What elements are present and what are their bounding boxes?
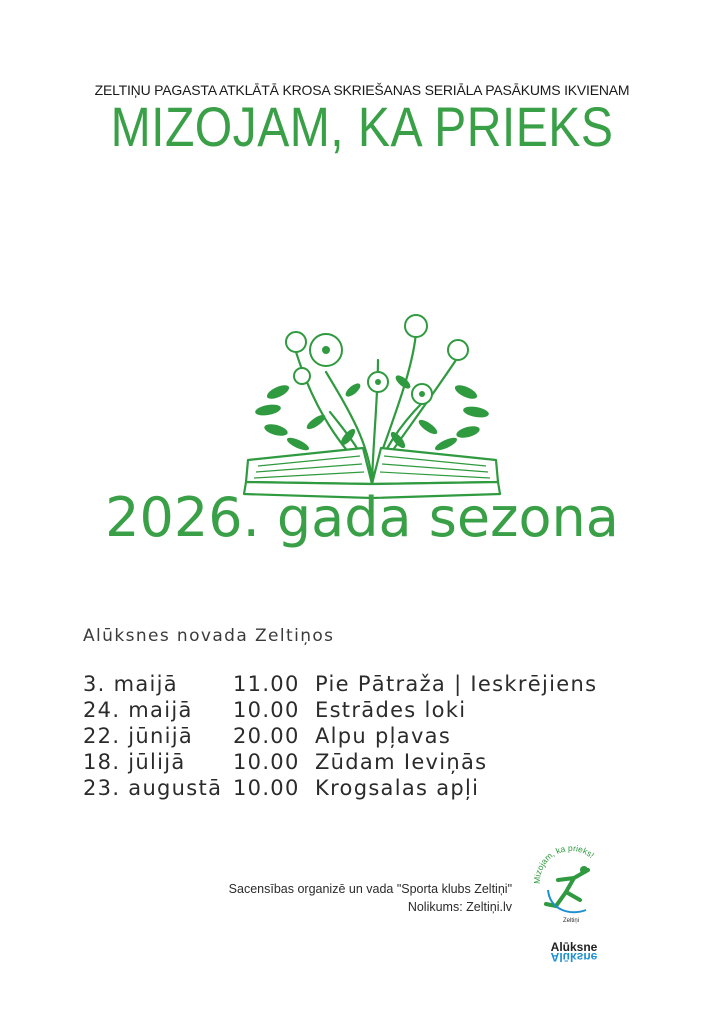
event-subtitle: ZELTIŅU PAGASTA ATKLĀTĀ KROSA SKRIEŠANAS SERIĀLA PASĀKUMS IKVIENAM	[94, 82, 630, 98]
aluksne-logo-mirror: Alūksne	[550, 950, 598, 964]
organizer-info	[229, 880, 512, 916]
event-location: Alūksnes novada Zeltiņos	[83, 626, 335, 646]
schedule-date: 24. maijā	[83, 698, 193, 722]
schedule-time: 11.00	[233, 672, 300, 696]
schedule-place: Krogsalas apļi	[315, 776, 480, 800]
season-heading: 2026. gada sezona	[105, 486, 619, 549]
schedule-time: 10.00	[233, 776, 300, 800]
schedule-row	[83, 698, 703, 724]
schedule-date: 18. jūlijā	[83, 750, 186, 774]
organizer-text: Sacensības organizē un vada "Sporta klubs Zeltiņi"	[228, 882, 512, 896]
schedule-time: 10.00	[233, 698, 300, 722]
schedule-row	[83, 776, 703, 802]
event-title: MIZOJAM, KA PRIEKS	[110, 95, 614, 158]
schedule-date: 22. jūnijā	[83, 724, 194, 748]
schedule-place: Pie Pātraža | Ieskrējiens	[315, 672, 598, 696]
schedule-place: Alpu pļavas	[315, 724, 452, 748]
aluksne-logo-text: Alūksne	[550, 940, 598, 954]
schedule-time: 10.00	[233, 750, 300, 774]
rules-link[interactable]: Nolikums: Zeltiņi.lv	[407, 900, 512, 914]
club-logo-place: Zeltiņi	[562, 918, 580, 924]
schedule-row	[83, 724, 703, 750]
schedule-place: Estrādes loki	[315, 698, 467, 722]
schedule-place: Zūdam Ieviņās	[315, 750, 488, 774]
schedule-time: 20.00	[233, 724, 300, 748]
schedule-date: 23. augustā	[83, 776, 223, 800]
schedule-row	[83, 672, 703, 698]
club-logo-text: Mizojam, ka prieks!	[531, 842, 597, 885]
schedule-row	[83, 750, 703, 776]
open-book-with-flowers-icon	[238, 312, 506, 504]
schedule-date: 3. maijā	[83, 672, 178, 696]
aluksne-logo	[544, 940, 604, 970]
club-logo	[530, 840, 612, 926]
schedule-list	[83, 672, 703, 802]
